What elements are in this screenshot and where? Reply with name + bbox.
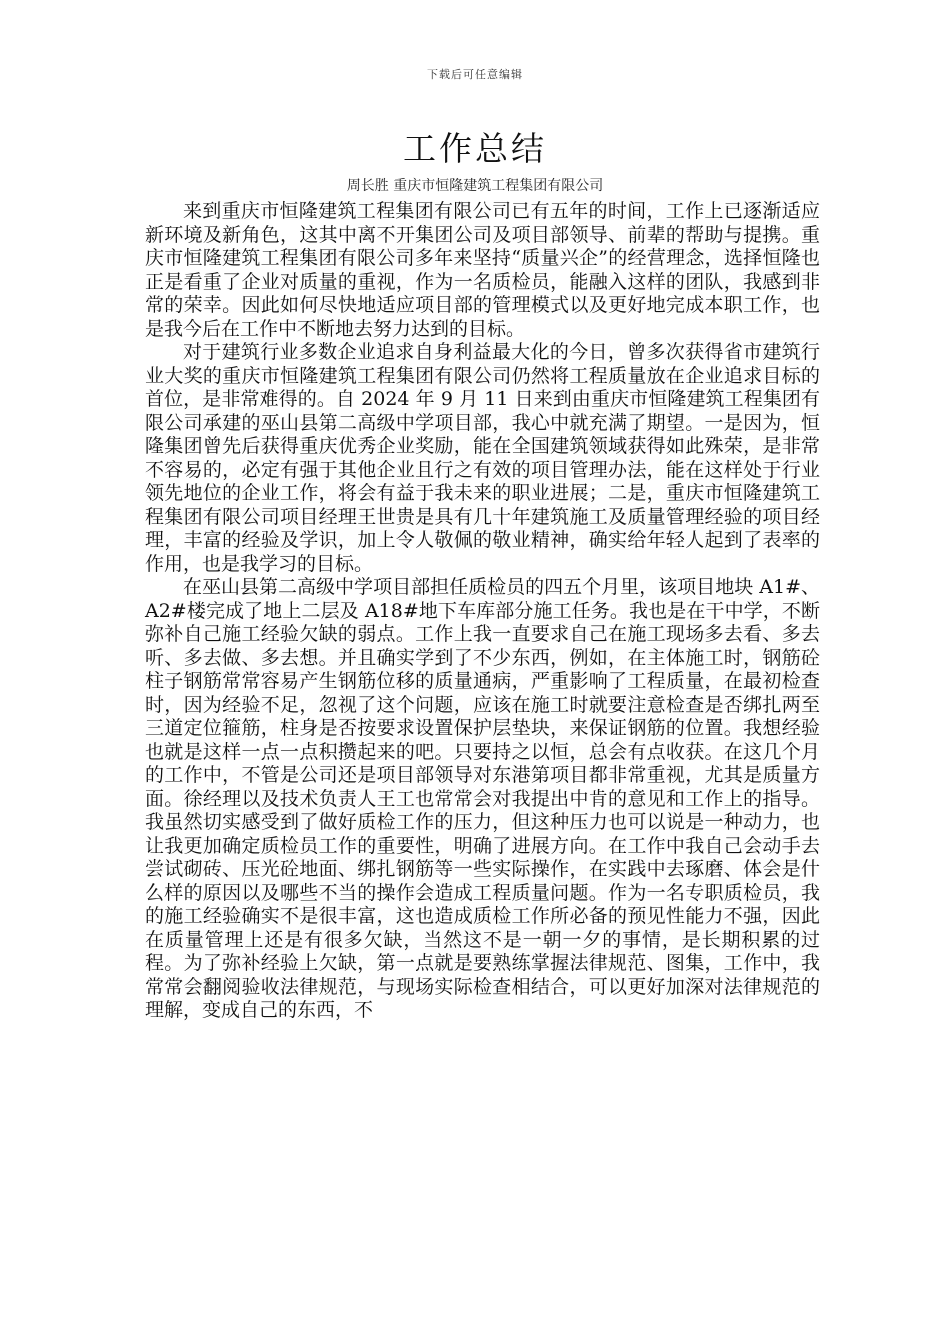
document-body [145,200,820,1023]
header-note: 下载后可任意编辑 [427,68,523,81]
document-title: 工作总结 [403,129,547,168]
paragraph-2: 对于建筑行业多数企业追求自身利益最大化的今日，曾多次获得省市建筑行业大奖的重庆市恒隆建筑工程集团有限公司仍然将工程质量放在企业追求目标的首位，是非常难得的。自 2024 年 9 月 11 日来到由重庆市恒隆建筑工程集团有限公司承建的巫山县第二高级中学项目部，我心中就充满了期望。一是因为，恒隆集团曾先后获得重庆优秀企业奖励，能在全国建筑领域获得如此殊荣，是非常不容易的，必定有强于其他企业且行之有效的项目管理办法，能在这样处于行业领先地位的企业工作，将会有益于我未来的职业进展；二是，重庆市恒隆建筑工程集团有限公司项目经理王世贵是具有几十年建筑施工及质量管理经验的项目经理，丰富的经验及学识，加上令人敬佩的敬业精神，确实给年轻人起到了表率的作用，也是我学习的目标。 [145,341,820,575]
author-line: 周长胜 重庆市恒隆建筑工程集团有限公司 [346,178,604,194]
paragraph-1: 来到重庆市恒隆建筑工程集团有限公司已有五年的时间，工作上已逐渐适应新环境及新角色，这其中离不开集团公司及项目部领导、前辈的帮助与提携。重庆市恒隆建筑工程集团有限公司多年来坚持“质量兴企”的经营理念，选择恒隆也正是看重了企业对质量的重视，作为一名质检员，能融入这样的团队，我感到非常的荣幸。因此如何尽快地适应项目部的管理模式以及更好地完成本职工作，也是我今后在工作中不断地去努力达到的目标。 [145,200,820,340]
paragraph-3: 在巫山县第二高级中学项目部担任质检员的四五个月里，该项目地块 A1#、A2#楼完成了地上二层及 A18#地下车库部分施工任务。我也是在干中学，不断弥补自己施工经验欠缺的弱点。工作上我一直要求自己在施工现场多去看、多去听、多去做、多去想。并且确实学到了不少东西，例如，在主体施工时，钢筋砼柱子钢筋常常容易产生钢筋位移的质量通病，严重影响了工程质量，在最初检查时，因为经验不足，忽视了这个问题，应该在施工时就要注意检查是否绑扎两至三道定位箍筋，柱身是否按要求设置保护层垫块，来保证钢筋的位置。我想经验也就是这样一点一点积攒起来的吧。只要持之以恒，总会有点收获。在这几个月的工作中，不管是公司还是项目部领导对东港第项目都非常重视，尤其是质量方面。徐经理以及技术负责人王工也常常会对我提出中肯的意见和工作上的指导。我虽然切实感受到了做好质检工作的压力，但这种压力也可以说是一种动力，也让我更加确定质检员工作的重要性，明确了进展方向。在工作中我自己会动手去尝试砌砖、压光砼地面、绑扎钢筋等一些实际操作，在实践中去琢磨、体会是什么样的原因以及哪些不当的操作会造成工程质量问题。作为一名专职质检员，我的施工经验确实不是很丰富，这也造成质检工作所必备的预见性能力不强，因此在质量管理上还是有很多欠缺，当然这不是一朝一夕的事情，是长期积累的过程。为了弥补经验上欠缺，第一点就是要熟练掌握法律规范、图集，工作中，我常常会翻阅验收法律规范，与现场实际检查相结合，可以更好加深对法律规范的理解，变成自己的东西，不 [145,576,820,1021]
